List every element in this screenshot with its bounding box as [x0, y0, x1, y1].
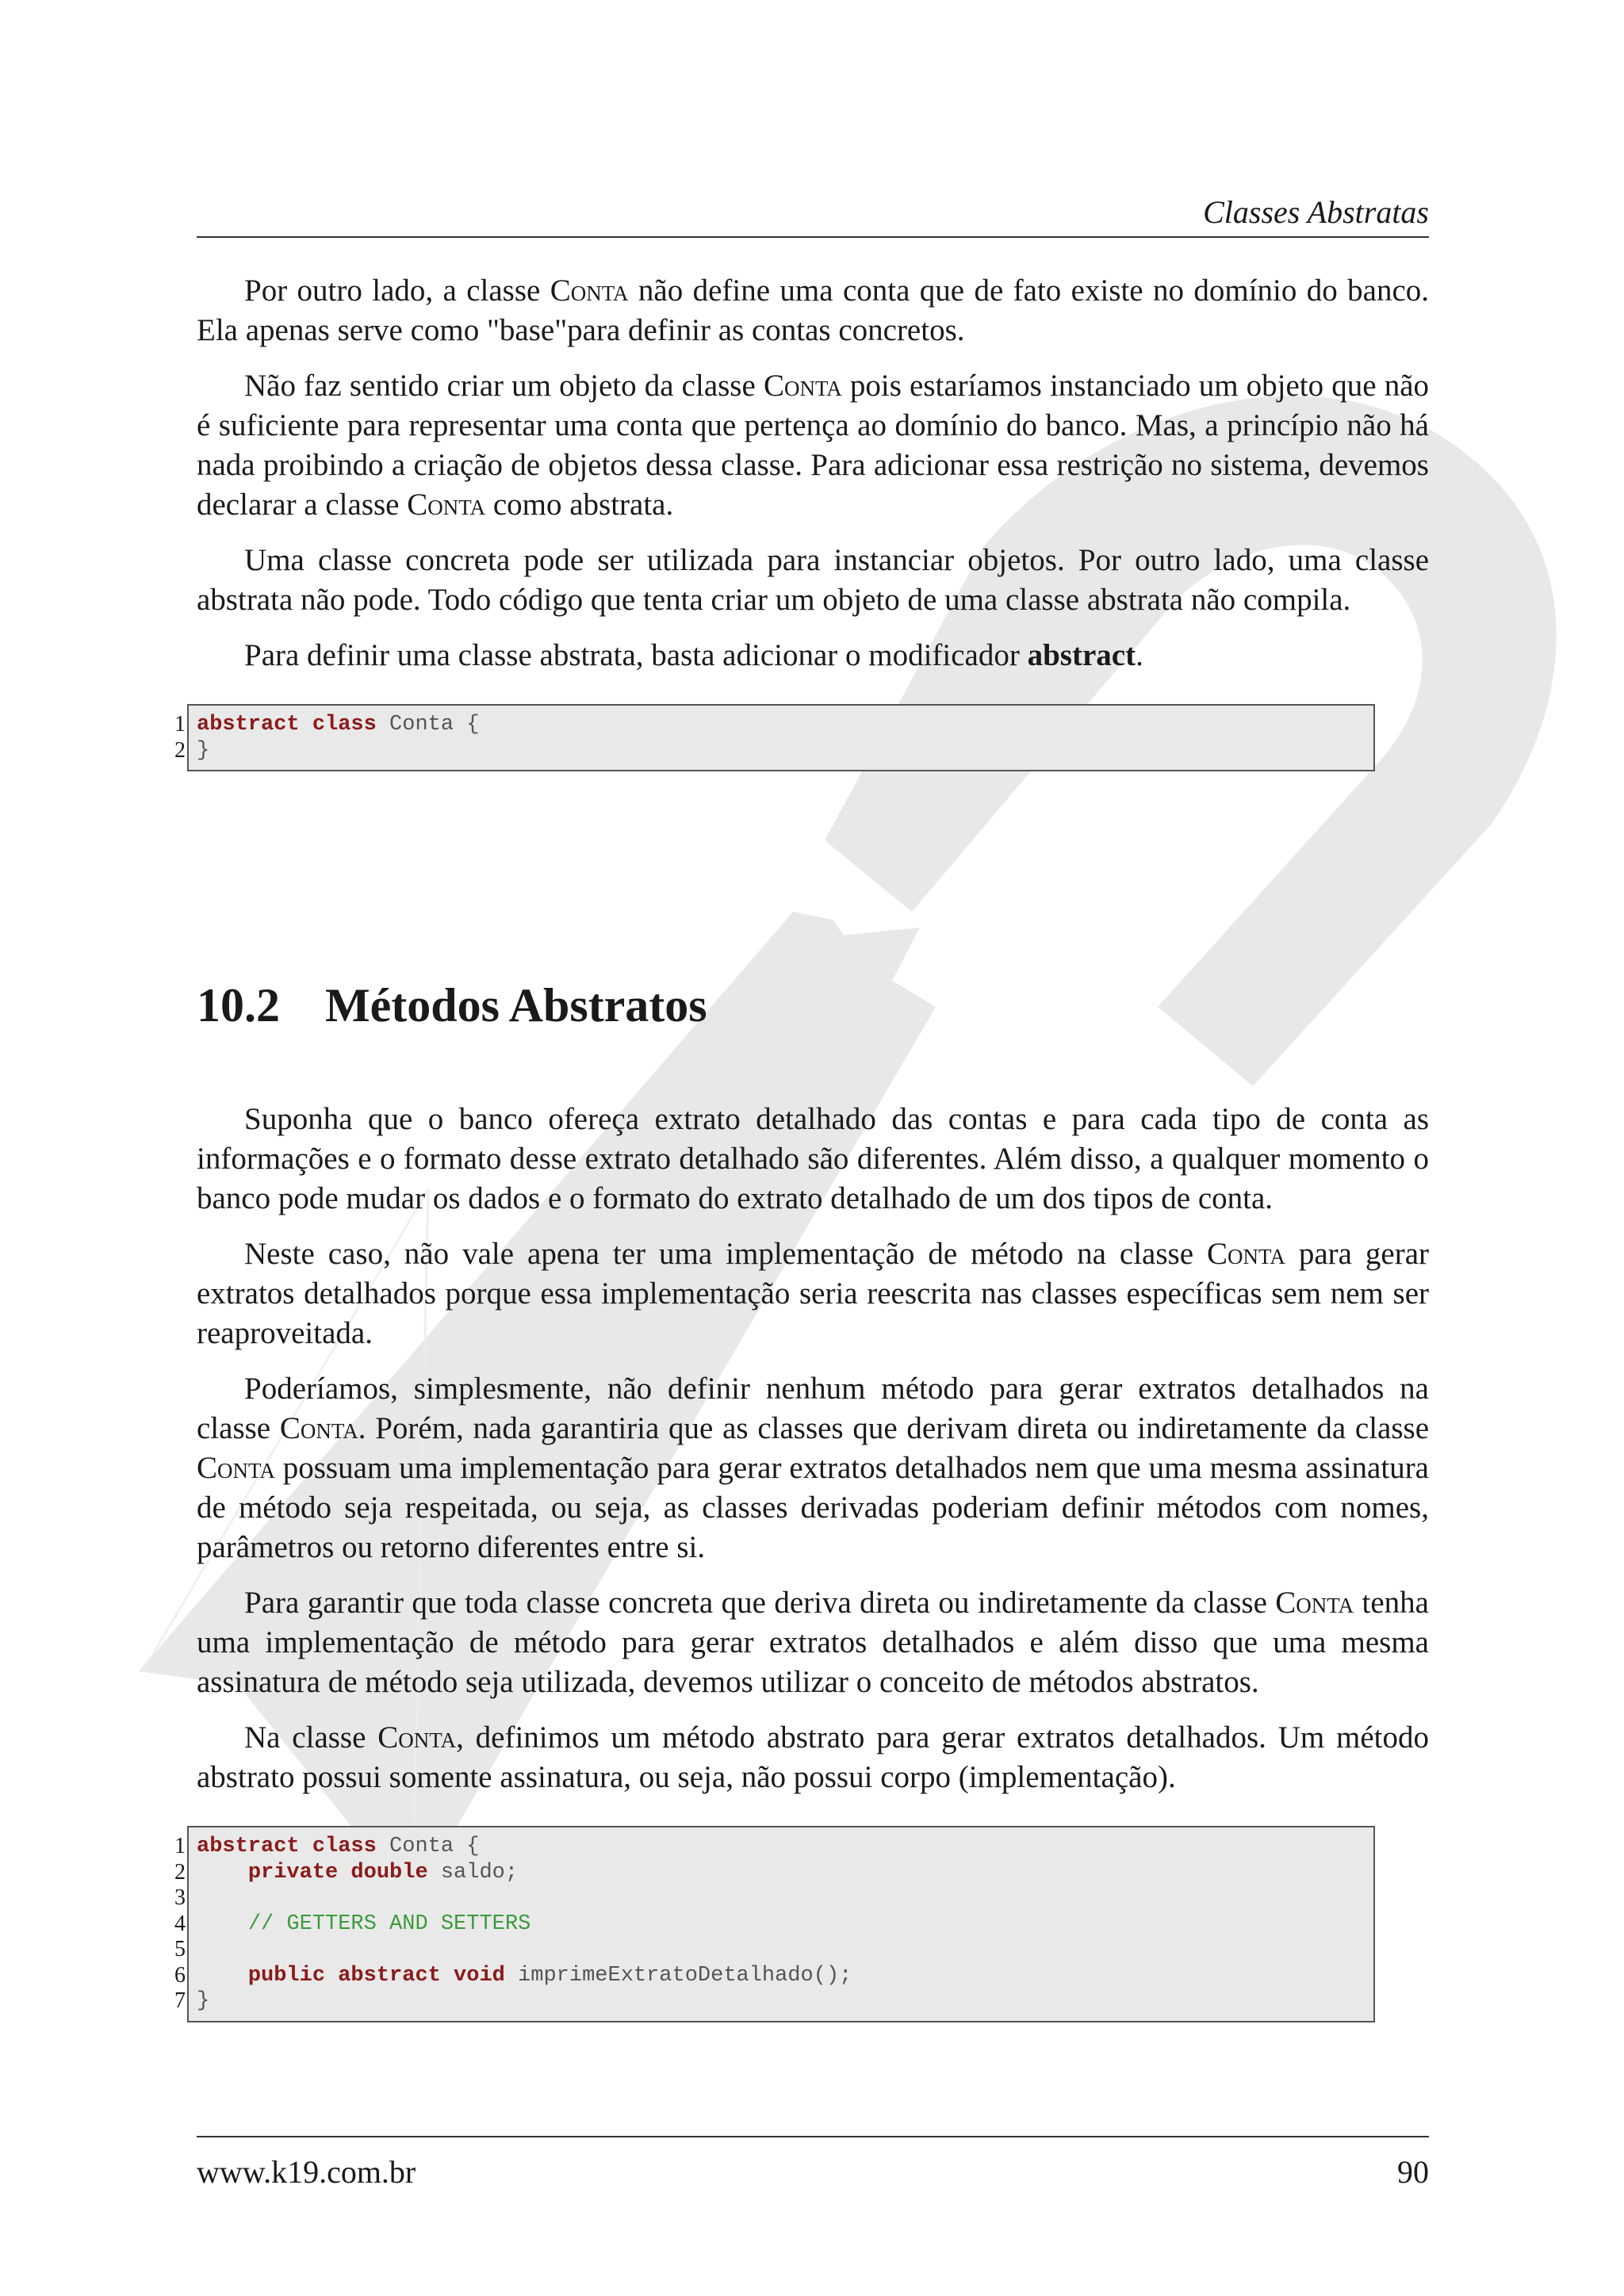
page-footer — [197, 2136, 1429, 2190]
text-run: Por outro lado, a classe — [244, 274, 550, 308]
section-body-paragraphs — [197, 1100, 1429, 1797]
text-run: Para garantir que toda classe concreta que deriva direta ou indiretamente da classe — [244, 1586, 1276, 1620]
code-line — [174, 1859, 1365, 1886]
code-listing-2 — [160, 1826, 1429, 2022]
class-name: Conta — [1207, 1237, 1285, 1271]
code-keyword: abstract class — [197, 1835, 377, 1858]
paragraph — [197, 1583, 1429, 1702]
text-run: Suponha que o banco ofereça extrato detalhado das contas e para cada tipo de conta as informações e o formato desse extrato detalhado são diferentes. Além disso, a qualquer momento o banco pode mudar os dados e o formato do extrato detalhado de um dos tipos de conta. — [197, 1102, 1429, 1215]
code-keyword: abstract class — [197, 713, 377, 737]
class-name: Conta — [279, 1411, 358, 1445]
text-run: . — [1136, 638, 1143, 672]
line-number: 6 — [174, 1962, 186, 1988]
chapter-title: Classes Abstratas — [1203, 194, 1429, 230]
section-intro-paragraphs — [197, 271, 1429, 675]
code-box — [174, 704, 1375, 771]
code-line — [174, 737, 1365, 764]
text-run: , definimos um método abstrato para gerar extratos detalhados. Um método abstrato possui somente assinatura, ou seja, não possui corpo (implementação). — [197, 1720, 1429, 1794]
text-run: Para definir uma classe abstrata, basta adicionar o modificador — [244, 638, 1028, 672]
paragraph — [197, 1234, 1429, 1353]
text-run: Neste caso, não vale apena ter uma implementação de método na classe — [244, 1237, 1207, 1271]
text-run: como abstrata. — [485, 488, 674, 522]
line-number: 1 — [174, 712, 186, 737]
code-text: Conta { — [376, 1835, 480, 1858]
code-text: imprimeExtratoDetalhado(); — [504, 1963, 852, 1988]
class-name: Conta — [377, 1720, 457, 1755]
code-text: } — [197, 738, 210, 763]
class-name: Conta — [407, 488, 486, 522]
paragraph — [197, 1100, 1429, 1219]
line-number: 1 — [174, 1834, 186, 1858]
paragraph — [197, 366, 1429, 525]
paragraph — [197, 1718, 1429, 1797]
paragraph — [197, 541, 1429, 620]
line-number: 5 — [174, 1937, 186, 1961]
code-line — [174, 1962, 1365, 1989]
class-name: Conta — [1275, 1586, 1354, 1620]
code-text: Conta { — [376, 713, 480, 737]
code-text: } — [197, 1989, 210, 2013]
text-run: não define uma conta que de fato existe no domínio do banco. Ela apenas serve como "base"para definir as contas concretos. — [197, 274, 1429, 347]
line-number: 7 — [174, 1988, 186, 2013]
text-run: tenha uma implementação de método para gerar extratos detalhados e além disso que uma mesma assinatura de método seja utilizada, devemos utilizar o conceito de métodos abstratos. — [197, 1586, 1429, 1699]
bold-term: abstract — [1027, 638, 1136, 672]
line-number: 3 — [174, 1885, 186, 1910]
text-run: Poderíamos, simplesmente, não definir nenhum método para gerar extratos detalhados na classe — [197, 1372, 1429, 1445]
code-keyword: private double — [247, 1860, 428, 1885]
class-name: Conta — [763, 369, 842, 403]
page-number: 90 — [1397, 2154, 1429, 2190]
code-comment: // GETTERS AND SETTERS — [247, 1911, 531, 1936]
text-run: Na classe — [244, 1720, 378, 1755]
code-listing-1 — [160, 704, 1429, 771]
line-number: 2 — [174, 737, 186, 763]
class-name: Conta — [197, 1451, 275, 1485]
code-text — [197, 1912, 248, 1936]
section-number: 10.2 — [197, 979, 280, 1031]
text-run: pois estaríamos instanciado um objeto que não é suficiente para representar uma conta que pertença ao domínio do banco. Mas, a princípio não há nada proibindo a criação de objetos dessa classe. Para adicionar essa restrição no sistema, devemos declarar a classe — [197, 369, 1430, 522]
code-text — [197, 1964, 248, 1988]
footer-url: www.k19.com.br — [197, 2154, 416, 2190]
text-run: para gerar extratos detalhados porque essa implementação seria reescrita nas classes específicas sem nem ser reaproveitada. — [197, 1237, 1429, 1350]
running-header — [197, 190, 1429, 238]
code-line — [174, 1834, 1365, 1860]
code-line — [174, 712, 1365, 738]
text-run: Uma classe concreta pode ser utilizada para instanciar objetos. Por outro lado, uma classe abstrata não pode. Todo código que tenta criar um objeto de uma classe abstrata não compila. — [197, 543, 1429, 617]
line-number: 4 — [174, 1911, 186, 1936]
code-line — [174, 1911, 1365, 1938]
paragraph — [197, 271, 1429, 350]
page-content — [174, 271, 1430, 2022]
code-line — [174, 1885, 1365, 1911]
code-keyword: public abstract void — [247, 1963, 505, 1988]
text-run: Não faz sentido criar um objeto da classe — [244, 369, 764, 403]
class-name: Conta — [550, 274, 629, 308]
paragraph — [197, 1369, 1429, 1567]
paragraph — [197, 636, 1429, 675]
text-run: . Porém, nada garantiria que as classes que derivam direta ou indiretamente da classe — [358, 1411, 1430, 1445]
code-line — [174, 1988, 1365, 2015]
code-line — [174, 1937, 1365, 1963]
line-number: 2 — [174, 1859, 186, 1885]
code-text: saldo; — [427, 1860, 519, 1885]
section-title: Métodos Abstratos — [325, 979, 707, 1031]
section-heading — [197, 978, 1429, 1033]
code-box — [174, 1826, 1375, 2022]
text-run: possuam uma implementação para gerar extratos detalhados nem que uma mesma assinatura de método seja respeitada, ou seja, as classes derivadas poderiam definir métodos com nomes, parâmetros ou retorno diferentes entre si. — [197, 1451, 1429, 1564]
code-text — [197, 1861, 248, 1885]
